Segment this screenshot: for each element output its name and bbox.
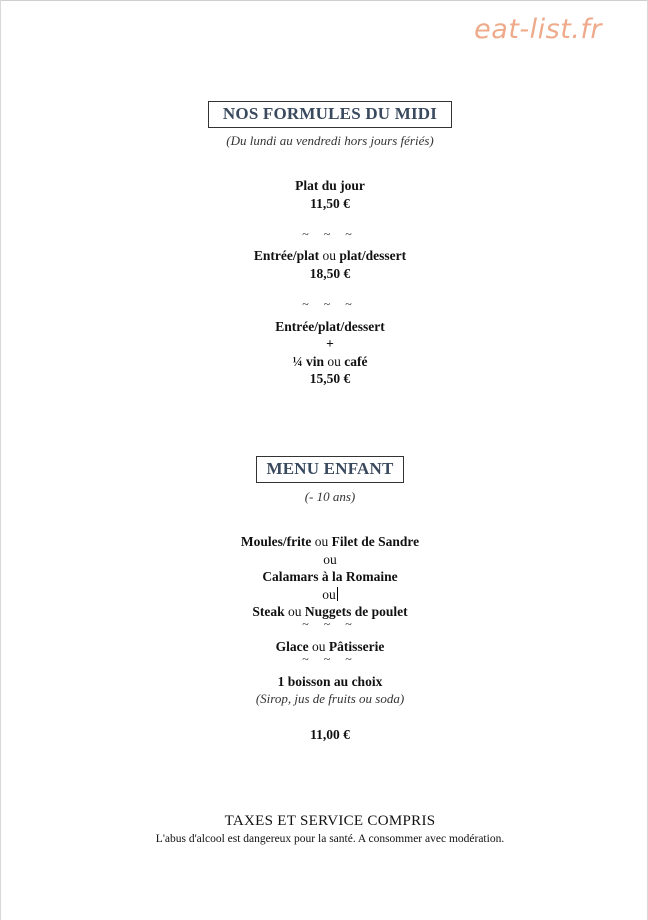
- formule-3-part-b: café: [344, 354, 368, 369]
- ou-text: ou: [314, 534, 329, 549]
- formule-3-drink: [0, 354, 648, 370]
- formule-3-plus: +: [326, 336, 334, 351]
- formule-3-price: 15,50 €: [309, 371, 351, 386]
- taxes-notice: TAXES ET SERVICE COMPRIS: [224, 813, 436, 829]
- separator: ~ ~ ~: [302, 652, 358, 666]
- midi-title-row: [0, 101, 648, 128]
- formule-2-part-a: Entrée/plat: [253, 248, 320, 263]
- ou-text: ou: [322, 248, 336, 263]
- page-border-top: [0, 0, 648, 1]
- enfant-title-row: [0, 456, 648, 483]
- ou-text: ou: [322, 587, 336, 602]
- enfant-dessert-a: Glace: [275, 639, 309, 654]
- enfant-price: 11,00 €: [310, 727, 350, 742]
- separator: ~ ~ ~: [302, 227, 358, 241]
- formule-2-price: 18,50 €: [309, 266, 351, 281]
- enfant-drink-note: (Sirop, jus de fruits ou soda): [255, 691, 405, 706]
- formule-3-part-a: ¼ vin: [292, 354, 325, 369]
- enfant-drink: 1 boisson au choix: [277, 674, 383, 689]
- formule-2-name: [0, 248, 648, 264]
- enfant-dessert-b: Pâtisserie: [328, 639, 385, 654]
- midi-subtitle: (Du lundi au vendredi hors jours fériés): [226, 133, 434, 148]
- midi-title: NOS FORMULES DU MIDI: [208, 101, 452, 128]
- formule-3-name: Entrée/plat/dessert: [275, 319, 385, 334]
- formule-2-part-b: plat/dessert: [339, 248, 407, 263]
- enfant-choice-1a: Moules/frite: [240, 534, 312, 549]
- ou-text: ou: [327, 354, 341, 369]
- enfant-choice-3a: Steak: [252, 604, 285, 619]
- enfant-choice-3b: Nuggets de poulet: [304, 604, 408, 619]
- enfant-choice-2: Calamars à la Romaine: [262, 569, 398, 584]
- watermark: eat-list.fr: [474, 14, 602, 45]
- alcohol-warning: L'abus d'alcool est dangereux pour la santé. A consommer avec modération.: [155, 833, 505, 845]
- formule-1-price: 11,50 €: [310, 196, 350, 211]
- separator: ~ ~ ~: [302, 617, 358, 631]
- ou-text: ou: [288, 604, 302, 619]
- ou-line: ou: [323, 552, 337, 567]
- enfant-choice-1b: Filet de Sandre: [331, 534, 420, 549]
- text-cursor: [337, 587, 338, 601]
- separator: ~ ~ ~: [302, 297, 358, 311]
- enfant-subtitle: (- 10 ans): [304, 489, 356, 504]
- ou-line-cursor: [0, 587, 648, 603]
- enfant-title: MENU ENFANT: [256, 456, 403, 483]
- ou-text: ou: [312, 639, 326, 654]
- enfant-choice-1: [0, 534, 648, 550]
- formule-1-name: Plat du jour: [295, 178, 365, 193]
